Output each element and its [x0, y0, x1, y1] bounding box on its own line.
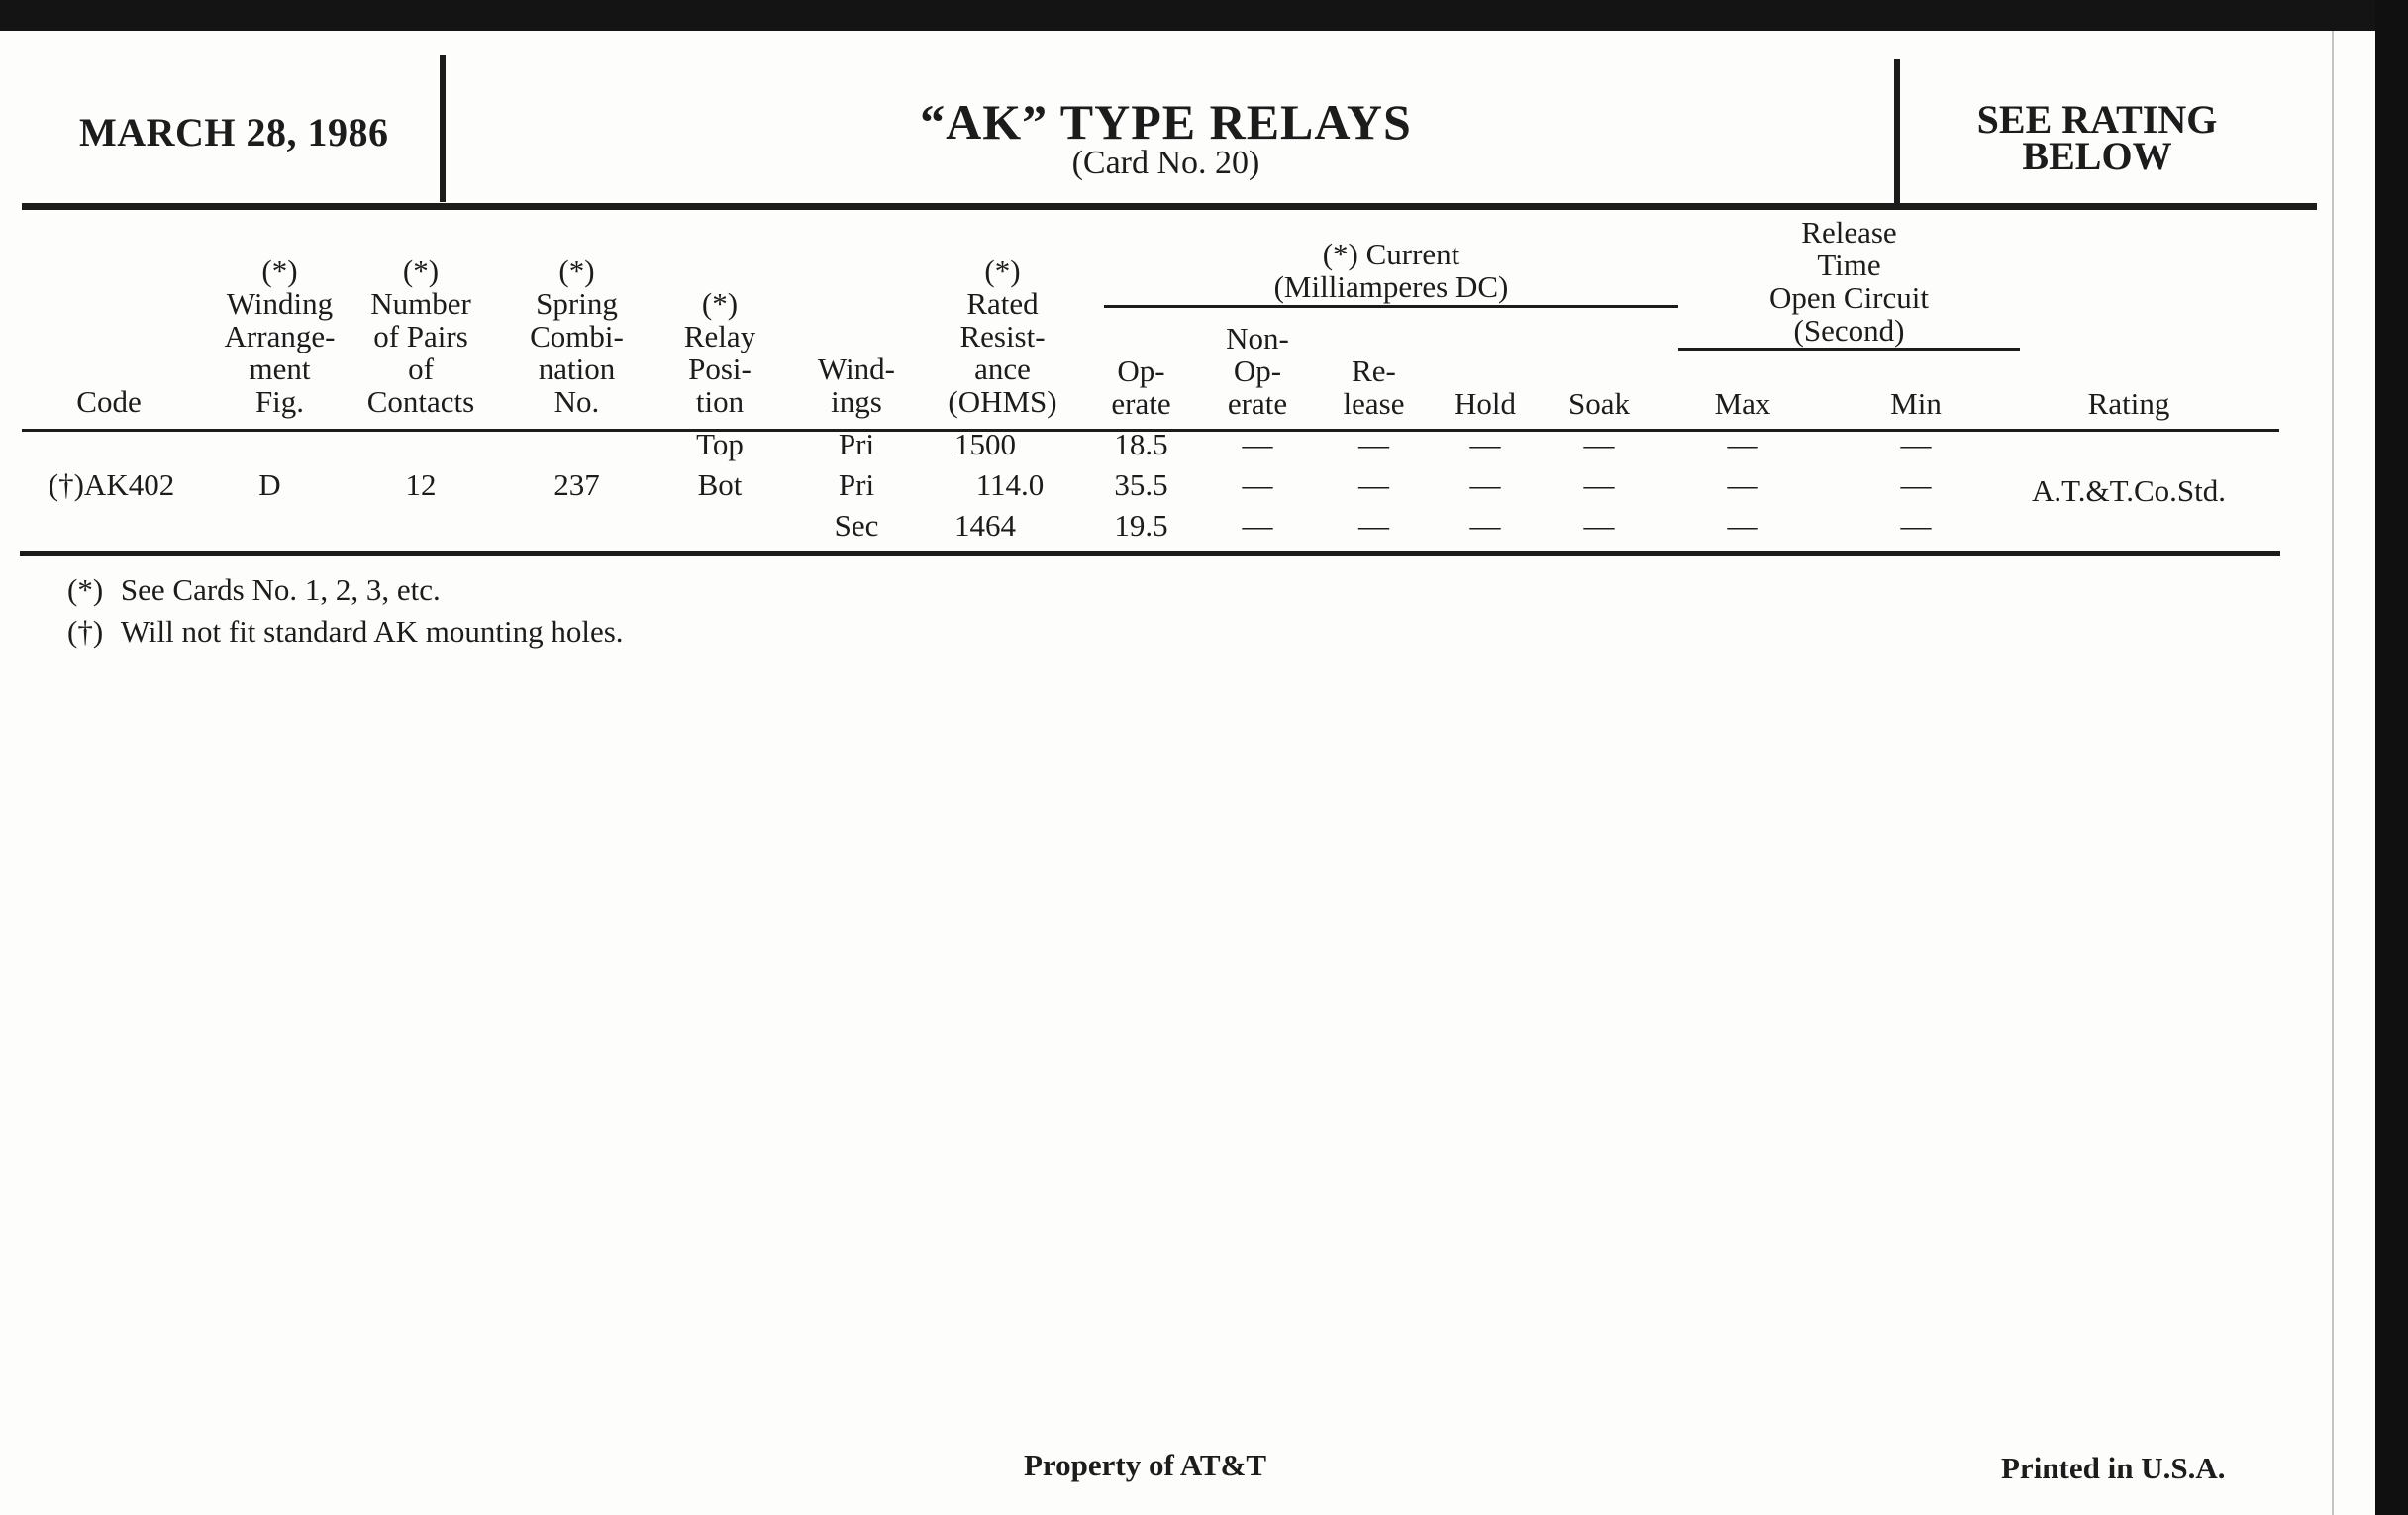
- col-header-rated-resistance: (*) Rated Resist- ance (OHMS): [948, 253, 1057, 419]
- col-header-soak: Soak: [1568, 386, 1630, 421]
- non-operate-current: —: [1242, 467, 1273, 502]
- release-time-min: —: [1900, 467, 1932, 502]
- current-group-header: (*) Current (Milliamperes DC): [1273, 237, 1509, 304]
- col-header-rating: Rating: [2087, 386, 2170, 421]
- rated-resistance: 114.0: [975, 467, 1045, 502]
- header-divider-right: [1894, 59, 1900, 206]
- col-header-max: Max: [1714, 386, 1771, 421]
- footnote-text: Will not fit standard AK mounting holes.: [120, 614, 624, 649]
- header-divider-left: [440, 55, 446, 202]
- operate-current: 19.5: [1114, 508, 1168, 543]
- card-date: MARCH 28, 1986: [79, 110, 389, 154]
- rating-note: [1899, 97, 2295, 178]
- release-time-max: —: [1727, 427, 1758, 461]
- footnote-mark: (†): [67, 614, 104, 649]
- scan-border-right: [2375, 0, 2408, 1515]
- release-time-max: —: [1727, 508, 1758, 543]
- col-header-windings: Wind- ings: [818, 352, 895, 419]
- relay-code: (†)AK402: [48, 467, 175, 502]
- non-operate-current: —: [1242, 427, 1273, 461]
- release-time-min: —: [1900, 508, 1932, 543]
- card-edge-line: [2332, 31, 2334, 1515]
- col-header-release: Re- lease: [1343, 354, 1405, 421]
- winding-type: Sec: [834, 508, 879, 543]
- operate-current: 18.5: [1114, 427, 1168, 461]
- soak-current: —: [1583, 508, 1615, 543]
- contact-pairs: 12: [405, 467, 437, 502]
- footnote-mark: (*): [67, 572, 104, 607]
- relay-position: Top: [696, 427, 744, 461]
- card-number: (Card No. 20): [1071, 145, 1260, 181]
- release-time-group-header: Release Time Open Circuit (Second): [1769, 215, 1929, 348]
- hold-current: —: [1469, 508, 1501, 543]
- rating-value: A.T.&T.Co.Std.: [2031, 473, 2227, 508]
- release-time-max: —: [1727, 467, 1758, 502]
- col-header-operate: Op- erate: [1111, 354, 1171, 421]
- col-header-spring-combination: (*) Spring Combi- nation No.: [530, 253, 624, 419]
- hold-current: —: [1469, 467, 1501, 502]
- non-operate-current: —: [1242, 508, 1273, 543]
- release-group-rule: [1678, 348, 2020, 351]
- hold-current: —: [1469, 427, 1501, 461]
- col-header-non-operate: Non- Op- erate: [1226, 321, 1289, 421]
- winding-type: Pri: [838, 467, 875, 502]
- property-notice: Property of AT&T: [1024, 1448, 1267, 1482]
- soak-current: —: [1583, 467, 1615, 502]
- table-bottom-rule: [20, 551, 2280, 556]
- col-header-hold: Hold: [1455, 386, 1516, 421]
- footnote: [67, 614, 624, 650]
- card-title: “AK” TYPE RELAYS: [920, 94, 1412, 150]
- printed-notice: Printed in U.S.A.: [2001, 1451, 2226, 1485]
- release-current: —: [1358, 508, 1389, 543]
- col-header-contact-pairs: (*) Number of Pairs of Contacts: [366, 253, 475, 419]
- rating-note-line1: SEE RATING: [1976, 97, 2218, 142]
- current-group-rule: [1104, 305, 1678, 308]
- winding-type: Pri: [838, 427, 875, 461]
- soak-current: —: [1583, 427, 1615, 461]
- col-header-min: Min: [1890, 386, 1942, 421]
- rated-resistance: 1500: [954, 427, 1016, 461]
- rated-resistance: 1464: [954, 508, 1016, 543]
- header-rule: [22, 203, 2317, 210]
- relay-position: Bot: [697, 467, 743, 502]
- rating-note-line2: BELOW: [2022, 134, 2172, 178]
- footnote-text: See Cards No. 1, 2, 3, etc.: [120, 572, 441, 607]
- release-current: —: [1358, 467, 1389, 502]
- release-current: —: [1358, 427, 1389, 461]
- winding-arrangement-fig: D: [258, 467, 281, 502]
- release-time-min: —: [1900, 427, 1932, 461]
- col-header-code: Code: [76, 384, 142, 419]
- col-header-relay-position: (*) Relay Posi- tion: [683, 286, 756, 419]
- operate-current: 35.5: [1114, 467, 1168, 502]
- spring-combination: 237: [553, 467, 600, 502]
- scan-border-top: [0, 0, 2408, 31]
- col-header-winding-arrangement: (*) Winding Arrange- ment Fig.: [224, 253, 336, 419]
- footnote: [67, 572, 441, 608]
